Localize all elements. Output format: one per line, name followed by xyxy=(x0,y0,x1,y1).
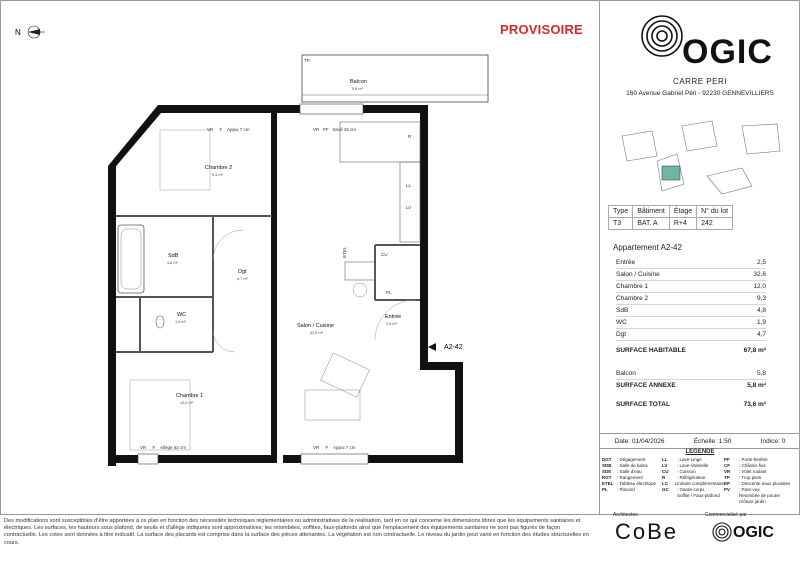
surface-row: Chambre 1 12,0 xyxy=(616,281,766,293)
legend xyxy=(602,449,798,505)
lot-building: BAT. A xyxy=(633,218,670,230)
room-area-balcon: 5,8 m² xyxy=(352,87,363,91)
project-name: CARRE PERI xyxy=(673,77,727,86)
room-name-balcon: Balcon xyxy=(350,79,367,85)
room-name-chambre-2: Chambre 2 xyxy=(205,165,233,171)
annex-row: Balcon 5,8 xyxy=(616,368,766,380)
plan-date: Date: 01/04/2026 xyxy=(614,437,665,445)
legend-item: Retombée de poutre xyxy=(739,493,781,498)
room-area-salon: 32,6 m² xyxy=(310,331,323,335)
window-label-top-left: VR F Appui 7 cm xyxy=(207,127,250,132)
legend-col-2 xyxy=(662,457,724,505)
tp-label: TP xyxy=(304,58,310,63)
legend-item: EP : Descente eaux pluviales xyxy=(724,481,791,486)
surface-row: WC 1,9 xyxy=(616,317,766,329)
marketer-logo: OGIC xyxy=(733,524,774,541)
room-name-salon: Salon / Cuisine xyxy=(297,323,334,329)
architect-logo: CoBe xyxy=(615,519,679,544)
surface-annexe-row: SURFACE ANNEXE 5,8 m² xyxy=(616,382,766,389)
room-area-wc: 1,9 m² xyxy=(175,320,186,324)
room-area-dgt: 4,7 m² xyxy=(237,277,248,281)
legend-item: VR : Volet roulant xyxy=(724,469,767,474)
legend-item: TP : Trop plein xyxy=(724,475,762,480)
window-label-top-right: VR PF Seuil 15 cm xyxy=(313,127,357,132)
ogic-logo-icon xyxy=(640,12,684,60)
legend-item: ETEL : Tableau électrique xyxy=(602,481,656,486)
lot-header-building: Bâtiment xyxy=(633,206,670,218)
legend-item: Clôture jardin xyxy=(739,499,766,504)
legend-col-3 xyxy=(724,457,798,505)
room-area-entree: 2,5 m² xyxy=(386,322,397,326)
surface-habitable-row: SURFACE HABITABLE 67,8 m² xyxy=(616,347,766,354)
lot-header-type: Type xyxy=(609,206,633,218)
marketer-label: Commercialisé par xyxy=(705,512,747,518)
surface-row: Chambre 2 9,3 xyxy=(616,293,766,305)
room-area-chambre-1: 12,0 m² xyxy=(180,401,193,405)
legend-item: LC : Linéaire complémentaire xyxy=(662,481,724,486)
legend-item: CU : Cuisson xyxy=(662,469,696,474)
surface-row: Dgt 4,7 xyxy=(616,329,766,341)
project-address: 160 Avenue Gabriel Péri - 92230 GENNEVILLIERS xyxy=(626,90,774,97)
surface-total-row: SURFACE TOTAL 73,6 m² xyxy=(616,401,766,408)
washing-machine-label: LL xyxy=(406,183,412,188)
ogic-small-logo-icon xyxy=(712,521,732,543)
cooking-label: CU xyxy=(381,252,388,257)
surface-row: Salon / Cuisine 32,6 xyxy=(616,269,766,281)
lot-header-floor: Étage xyxy=(669,206,696,218)
provisional-stamp: PROVISOIRE xyxy=(500,22,583,37)
architect-label: Architectes xyxy=(613,512,638,518)
lot-number: 242 xyxy=(697,218,733,230)
room-area-sdb: 4,8 m² xyxy=(167,261,178,265)
surface-row: SdB 4,8 xyxy=(616,305,766,317)
brand-logo-text: OGIC xyxy=(682,33,773,71)
site-map-thumbnail xyxy=(612,106,788,198)
legend-item: RGT : Rangement xyxy=(602,475,643,480)
lot-floor: R+4 xyxy=(669,218,696,230)
legend-item: LL : Lave-Linge xyxy=(662,457,702,462)
legend-item: PF : Porte-fenêtre xyxy=(724,457,768,462)
legend-item: GC : Garde-corps xyxy=(662,487,705,492)
lot-info-table xyxy=(608,205,733,230)
apartment-code: A2-42 xyxy=(444,344,463,351)
apartment-title: Appartement A2-42 xyxy=(613,243,682,252)
legend-col-1 xyxy=(602,457,662,505)
legend-item: DGT : Dégagement xyxy=(602,457,646,462)
legend-item: SDB : Salle de bains xyxy=(602,463,648,468)
plan-scale: Échelle: 1:50 xyxy=(693,437,732,445)
legend-item: R : Réfrigérateur xyxy=(662,475,706,480)
electrical-panel-label: ETEL xyxy=(342,246,347,258)
compass-letter: N xyxy=(15,28,21,37)
room-name-wc: WC xyxy=(177,312,187,318)
lot-type: T3 xyxy=(609,218,633,230)
legend-title: LEGENDE xyxy=(685,449,715,455)
legal-disclaimer: Des modifications sont susceptibles d'être apportées à ce plan en fonction des nécessités techniques réglementaires ou administratives de la réalisation, tant en ce qui concerne les dimensions libres que les équipements sanitaires et électriques. Les surfaces, les hauteurs sous plafond, de seuils et d'allège indiquées sont approximatives; les retombées, soffites, faux-plafonds ainsi que l'emplacement des équipements sanitaires ne sont pas figurés de façon contractuelle. Les cotes sont données à titre indicatif. La surface des placards est comprise dans la surface des pièces attenantes. La végétation est non contractuelle. Le niveau du jardin peut varié en fonction des études structurelles en cours. xyxy=(4,518,589,546)
legend-item: CF : Châssis fixe xyxy=(724,463,766,468)
lot-header-number: N° du lot xyxy=(697,206,733,218)
legend-item: PL : Placard xyxy=(602,487,635,492)
plan-meta xyxy=(600,433,800,449)
window-label-bottom-left: VR F Allège 62 cm xyxy=(140,445,187,450)
room-name-sdb: SdB xyxy=(168,253,179,259)
room-name-entree: Entrée xyxy=(385,314,402,320)
room-name-dgt: Dgt xyxy=(238,269,247,275)
cupboard-label: PL xyxy=(386,290,392,295)
room-name-chambre-1: Chambre 1 xyxy=(176,393,204,399)
window-label-bottom-right: VR F Appui 7 cm xyxy=(313,445,356,450)
dishwasher-label: LV xyxy=(406,205,412,210)
legend-item: PV : Pare-vue xyxy=(724,487,760,492)
surface-table xyxy=(616,257,766,410)
room-area-chambre-2: 9,3 m² xyxy=(212,173,223,177)
plan-index: Indice: 0 xyxy=(760,437,786,445)
fridge-label: R xyxy=(408,134,412,139)
surface-row: Entrée 2,5 xyxy=(616,257,766,269)
legend-item: LV : Lave-Vaisselle xyxy=(662,463,709,468)
legend-item: Soffite / Faux-plafond xyxy=(677,493,720,498)
legend-item: SDE : Salle d'eau xyxy=(602,469,642,474)
